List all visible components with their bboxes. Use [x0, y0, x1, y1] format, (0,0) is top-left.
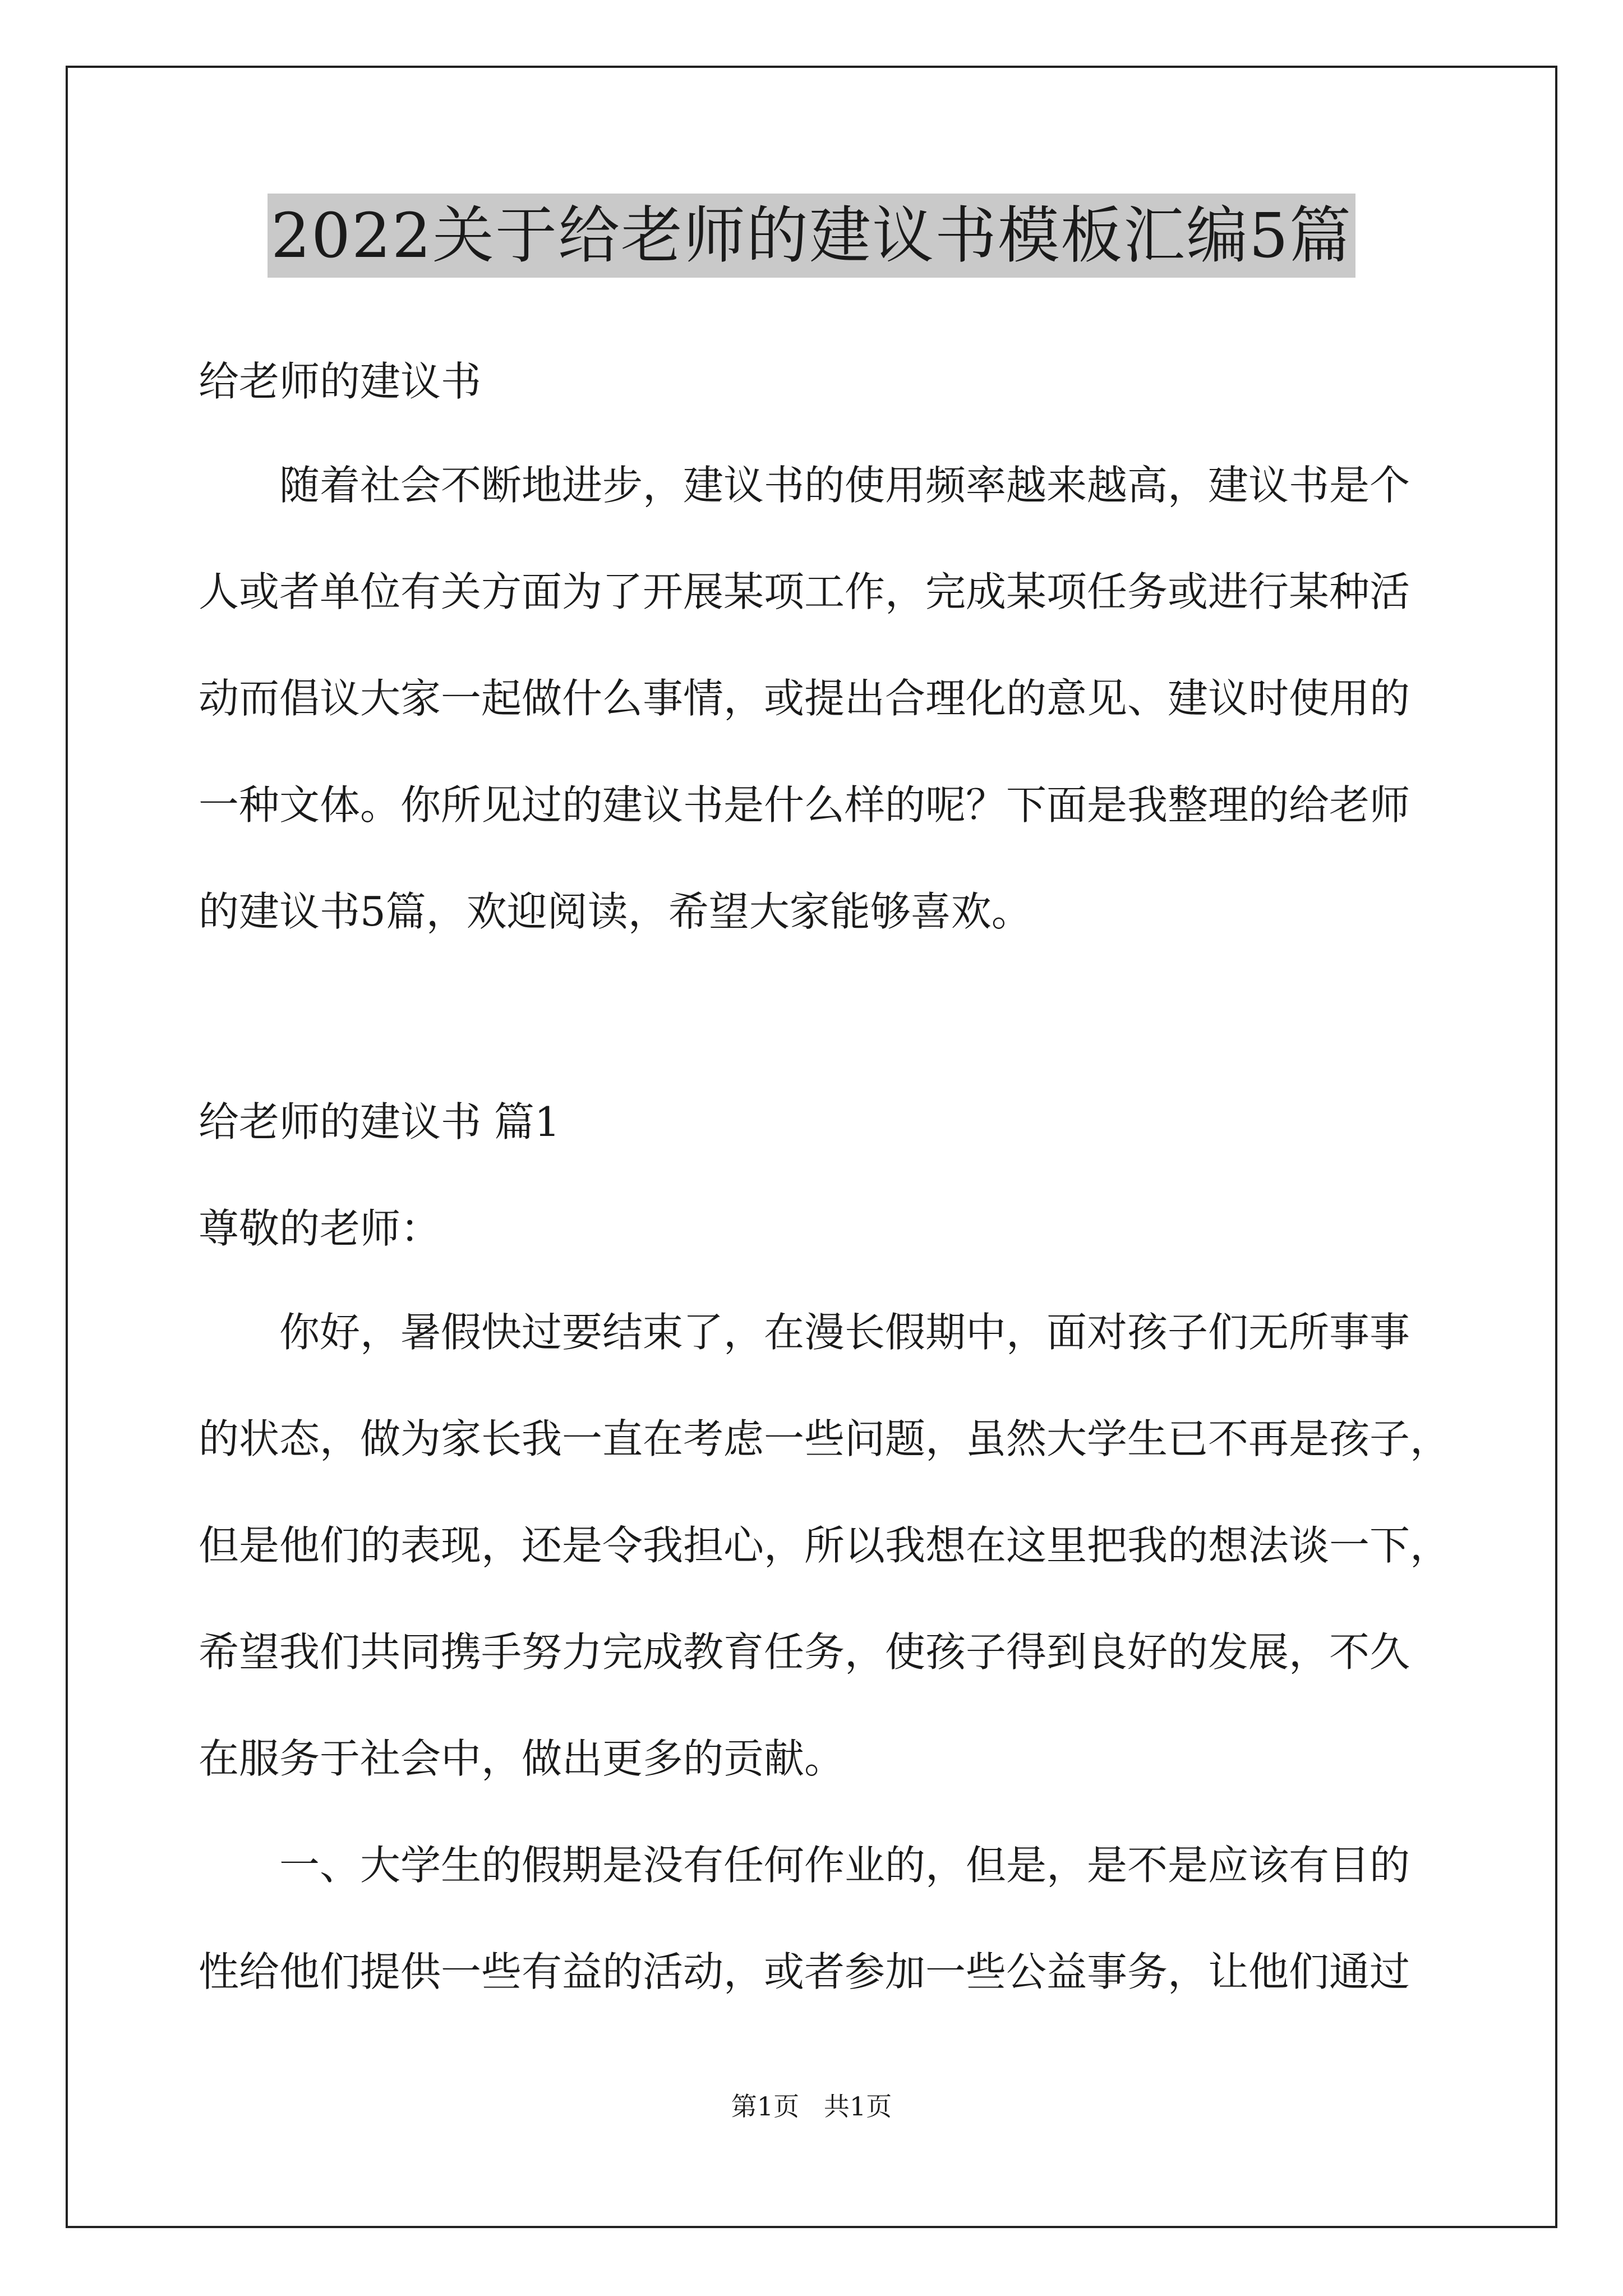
- document-title: 2022关于给老师的建议书模板汇编5篇: [268, 194, 1355, 278]
- paragraph-line: 性给他们提供一些有益的活动，或者参加一些公益事务，让他们通过: [199, 1948, 1410, 1995]
- heading-letter: 给老师的建议书: [199, 358, 482, 405]
- paragraph-line: 的建议书5篇，欢迎阅读，希望大家能够喜欢。: [199, 888, 1032, 935]
- paragraph-line: 动而倡议大家一起做什么事情，或提出合理化的意见、建议时使用的: [199, 675, 1410, 722]
- salutation: 尊敬的老师：: [199, 1205, 441, 1252]
- section-heading: 给老师的建议书 篇1: [199, 1098, 560, 1145]
- paragraph-line: 随着社会不断地进步，建议书的使用频率越来越高，建议书是个: [199, 462, 1410, 509]
- paragraph-line: 但是他们的表现，还是令我担心，所以我想在这里把我的想法谈一下，: [199, 1522, 1451, 1569]
- intro-paragraph: [199, 432, 1432, 965]
- paragraph-line: 的状态，做为家长我一直在考虑一些问题，虽然大学生已不再是孩子，: [199, 1415, 1451, 1462]
- paragraph-line: 你好，暑假快过要结束了，在漫长假期中，面对孩子们无所事事: [199, 1309, 1410, 1356]
- letter-body: [199, 1279, 1451, 2025]
- paragraph-line: 一种文体。你所见过的建议书是什么样的呢？下面是我整理的给老师: [199, 781, 1410, 829]
- paragraph-line: 一、大学生的假期是没有任何作业的，但是，是不是应该有目的: [199, 1842, 1410, 1889]
- page-footer: 第1页 共1页: [731, 2091, 892, 2122]
- paragraph-line: 希望我们共同携手努力完成教育任务，使孩子得到良好的发展，不久: [199, 1628, 1410, 1676]
- paragraph-line: 在服务于社会中，做出更多的贡献。: [199, 1735, 845, 1782]
- title-container: [0, 194, 1623, 278]
- paragraph-line: 人或者单位有关方面为了开展某项工作，完成某项任务或进行某种活: [199, 568, 1410, 615]
